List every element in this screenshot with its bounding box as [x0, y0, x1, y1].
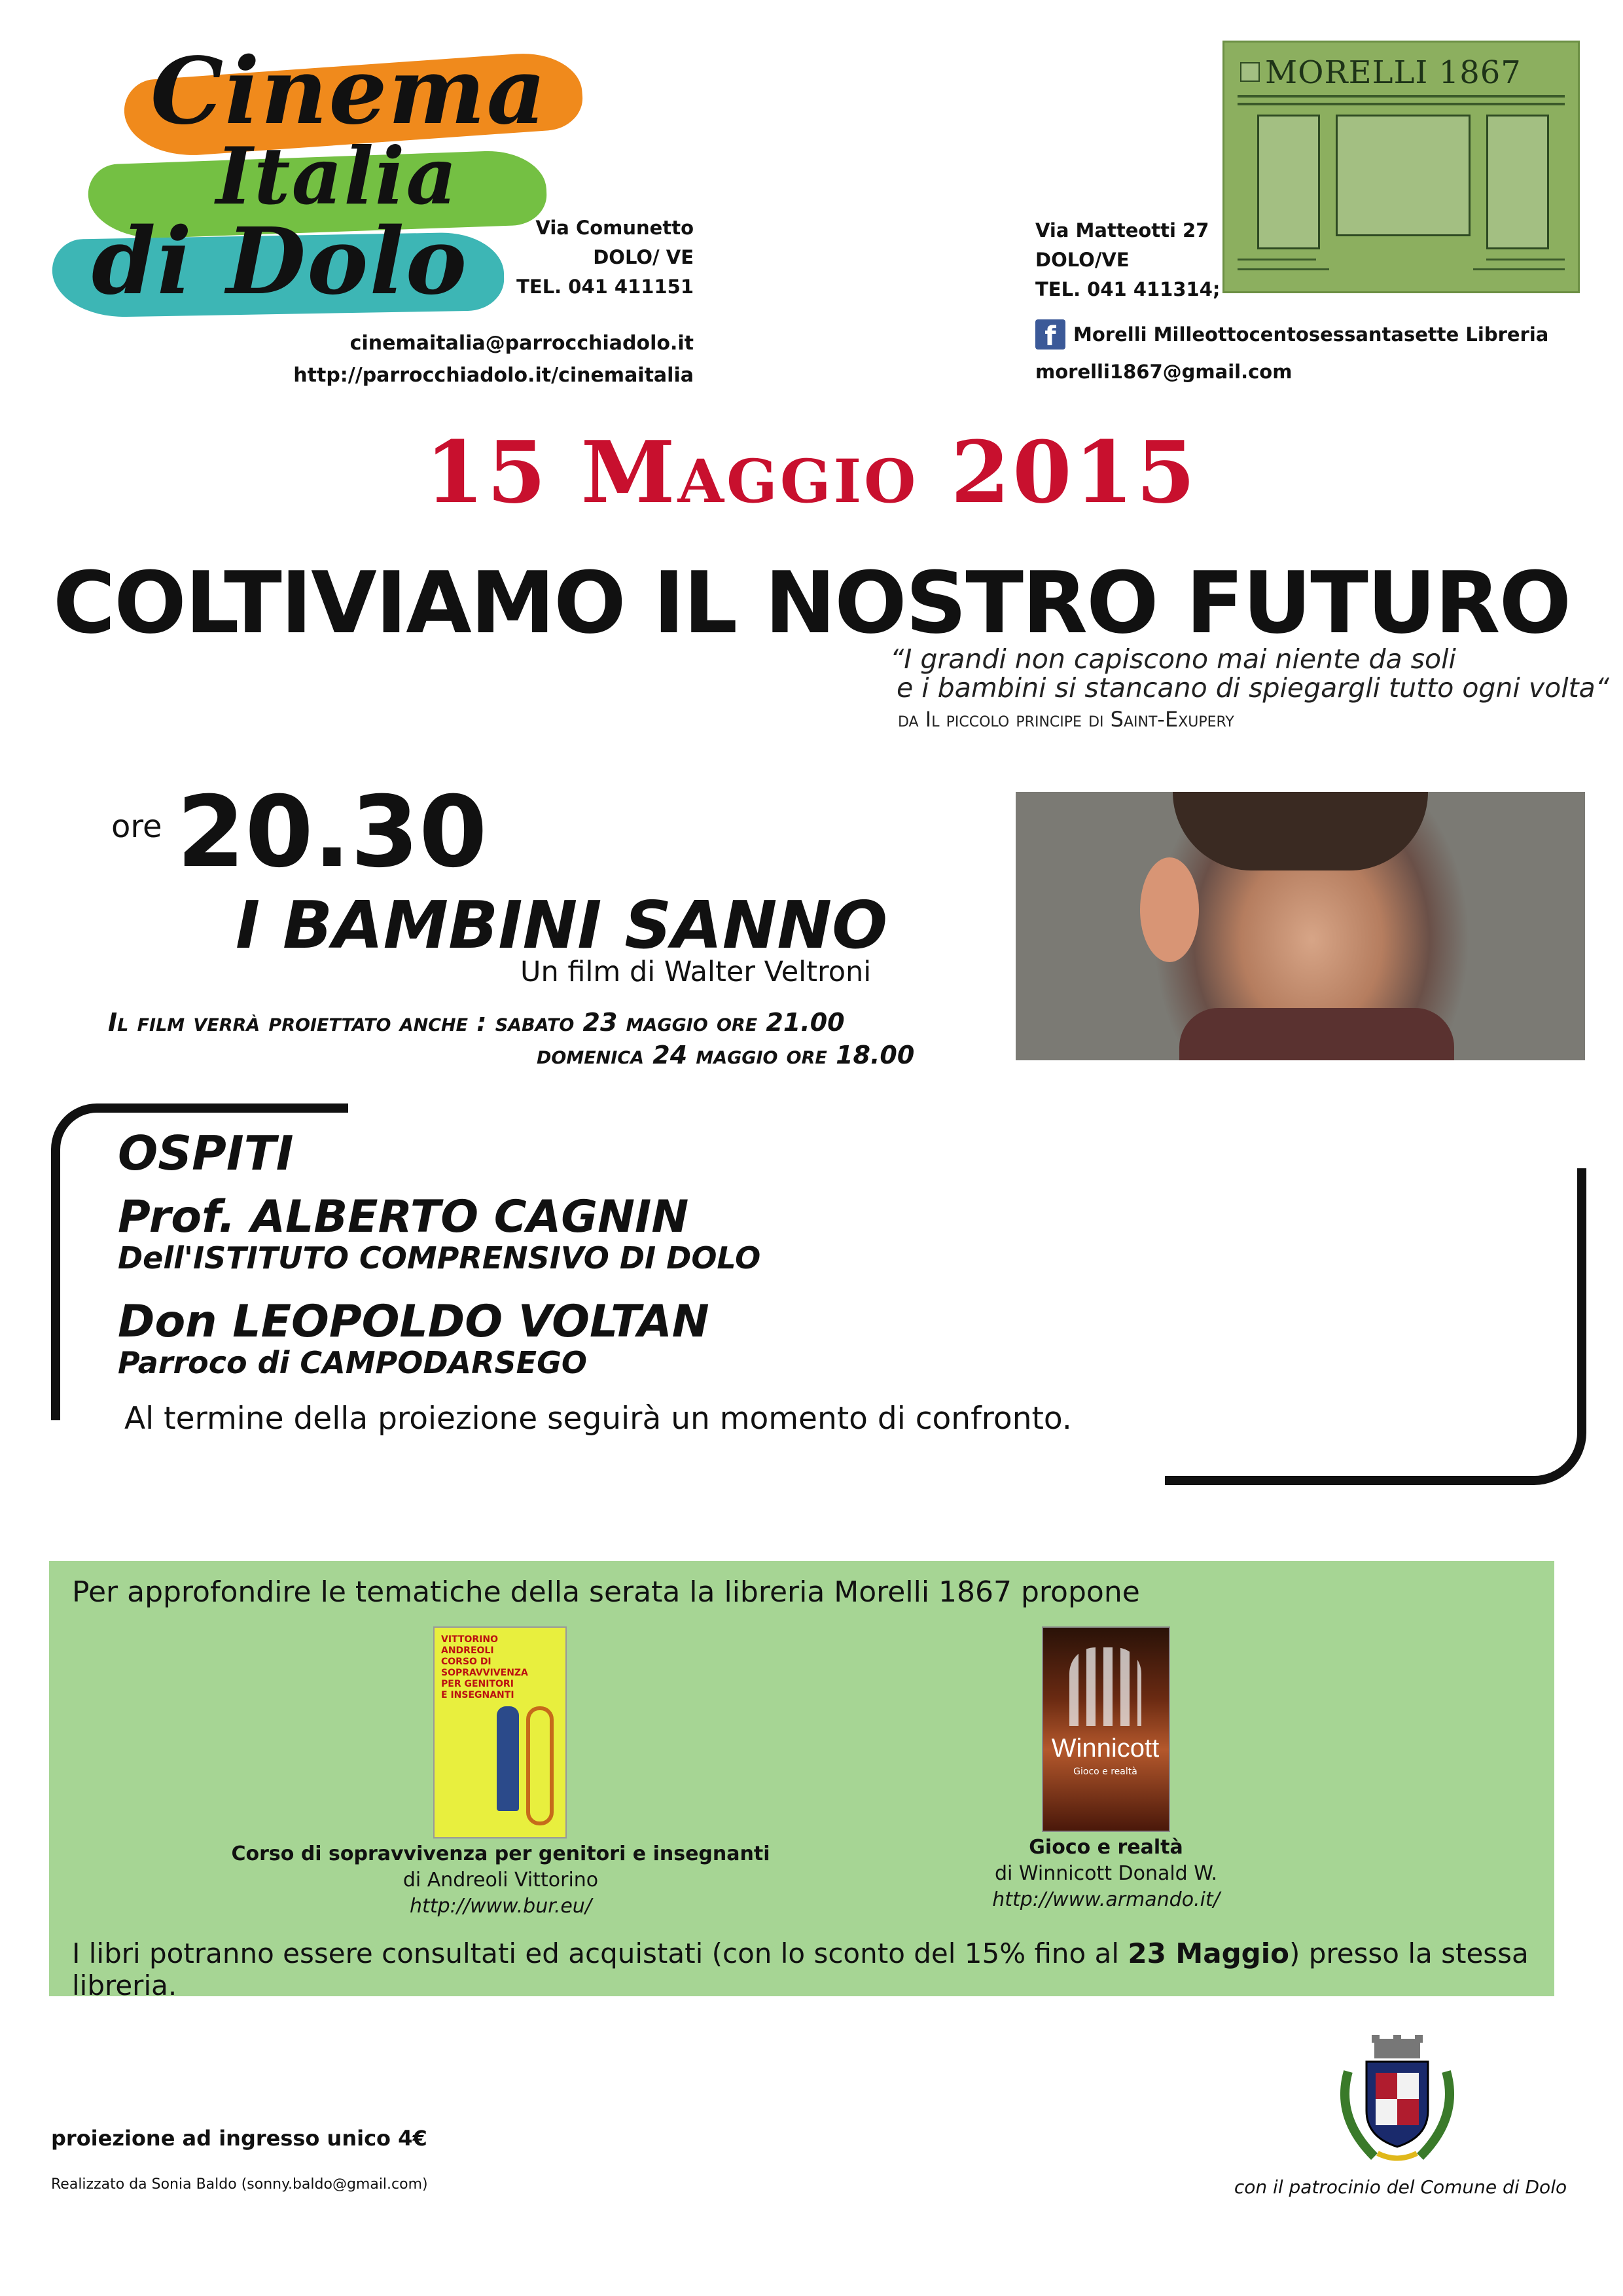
film-still-photo: [1016, 792, 1585, 1060]
quote-line1: “I grandi non capiscono mai niente da soli: [890, 643, 1456, 675]
books-footer-pre: I libri potranno essere consultati ed acquistati (con lo sconto del 15% fino al: [72, 1937, 1128, 1969]
rerun-second: domenica 24 maggio ore 18.00: [537, 1041, 915, 1069]
book2-cover[interactable]: [1042, 1626, 1170, 1832]
facebook-icon: f: [1035, 319, 1065, 350]
film-director: Un film di Walter Veltroni: [520, 956, 872, 988]
film-title: I BAMBINI SANNO: [236, 887, 888, 963]
cinema-website[interactable]: http://parrocchiadolo.it/cinemaitalia: [293, 364, 694, 387]
child-shirt: [1179, 1008, 1454, 1060]
guest2-role: Parroco di CAMPODARSEGO: [118, 1345, 587, 1380]
book1-author: di Andreoli Vittorino: [402, 1869, 599, 1892]
book1-url[interactable]: http://www.bur.eu/: [410, 1895, 592, 1918]
book2-author: di Winnicott Donald W.: [994, 1862, 1218, 1885]
rerun-info: [108, 1005, 845, 1041]
cinema-city: DOLO/ VE: [593, 246, 694, 268]
entry-price: proiezione ad ingresso unico 4€: [51, 2126, 427, 2151]
morelli-address: [1035, 216, 1363, 304]
quote: [890, 645, 1610, 702]
facebook-page-name: Morelli Milleottocentosessantasette Libreria: [1073, 323, 1549, 346]
patronage: con il patrocinio del Comune di Dolo: [1234, 2176, 1567, 2198]
credits: Realizzato da Sonia Baldo (sonny.baldo@gmail.com): [51, 2176, 428, 2193]
books-intro: Per approfondire le tematiche della serata la libreria Morelli 1867 propone: [72, 1575, 1140, 1609]
morelli-facebook[interactable]: [1035, 319, 1598, 350]
morelli-logo-label: MORELLI 1867: [1265, 54, 1522, 91]
screening-time: 20.30: [177, 776, 488, 889]
shop-window-right: [1486, 115, 1549, 249]
cinema-street: Via Comunetto: [535, 217, 694, 239]
book1-figure: [497, 1706, 519, 1811]
event-date: 15 Maggio 2015: [425, 422, 1198, 522]
child-ear: [1140, 857, 1199, 962]
book2-pins: [1069, 1647, 1141, 1726]
books-footer-date: 23 Maggio: [1128, 1937, 1289, 1969]
cinema-contacts: [236, 327, 694, 391]
cinema-logo-line2: Italia: [216, 130, 459, 223]
morelli-email[interactable]: morelli1867@gmail.com: [1035, 361, 1293, 383]
cinema-address: [497, 213, 694, 302]
child-hair: [1173, 792, 1428, 870]
book2-cover-subtitle: Gioco e realtà: [1073, 1767, 1137, 1777]
morelli-phone: TEL. 041 411314;: [1035, 278, 1221, 300]
rerun-first: sabato 23 maggio ore 21.00: [495, 1008, 845, 1037]
morelli-logo-checkbox-icon: [1240, 62, 1260, 82]
book2-title: Gioco e realtà: [1029, 1836, 1183, 1859]
guests-heading: OSPITI: [118, 1126, 294, 1181]
book1-title: Corso di sopravvivenza per genitori e insegnanti: [231, 1842, 770, 1865]
book1-cover-text: VITTORINO ANDREOLI CORSO DI SOPRAVVIVENZA PER GENITORI E INSEGNANTI: [441, 1634, 528, 1700]
guest2-name: Don LEOPOLDO VOLTAN: [118, 1296, 709, 1348]
morelli-city: DOLO/VE: [1035, 249, 1130, 271]
cinema-email[interactable]: cinemaitalia@parrocchiadolo.it: [349, 332, 694, 355]
books-footer-post: ) presso la stessa libreria.: [72, 1937, 1529, 2001]
book2-url[interactable]: http://www.armando.it/: [992, 1888, 1220, 1911]
rerun-label: Il film verrà proiettato anche :: [108, 1008, 487, 1037]
guests-frame-right: [1165, 1168, 1586, 1485]
quote-source: da Il piccolo principe di Saint-Exupery: [898, 707, 1234, 732]
cinema-phone: TEL. 041 411151: [516, 276, 694, 298]
morelli-street: Via Matteotti 27: [1035, 219, 1209, 242]
cinema-logo-line3: di Dolo: [92, 208, 469, 315]
books-footer: [72, 1937, 1544, 2001]
book1-mirror: [526, 1706, 554, 1825]
time-prefix: ore: [111, 808, 162, 845]
event-title: COLTIVIAMO IL NOSTRO FUTURO: [52, 553, 1571, 653]
book1-cover[interactable]: [433, 1626, 567, 1839]
cinema-logo-line1: Cinema: [151, 38, 548, 145]
book2-cover-title: Winnicott: [1051, 1734, 1160, 1763]
guests-closing: Al termine della proiezione seguirà un momento di confronto.: [124, 1401, 1072, 1437]
quote-line2: e i bambini si stancano di spiegargli tutto ogni volta“: [897, 672, 1610, 704]
coat-of-arms-icon: [1329, 2032, 1466, 2170]
guest1-role: Dell'ISTITUTO COMPRENSIVO DI DOLO: [118, 1240, 761, 1276]
books-box: [49, 1561, 1554, 2001]
guest1-name: Prof. ALBERTO CAGNIN: [118, 1191, 689, 1243]
